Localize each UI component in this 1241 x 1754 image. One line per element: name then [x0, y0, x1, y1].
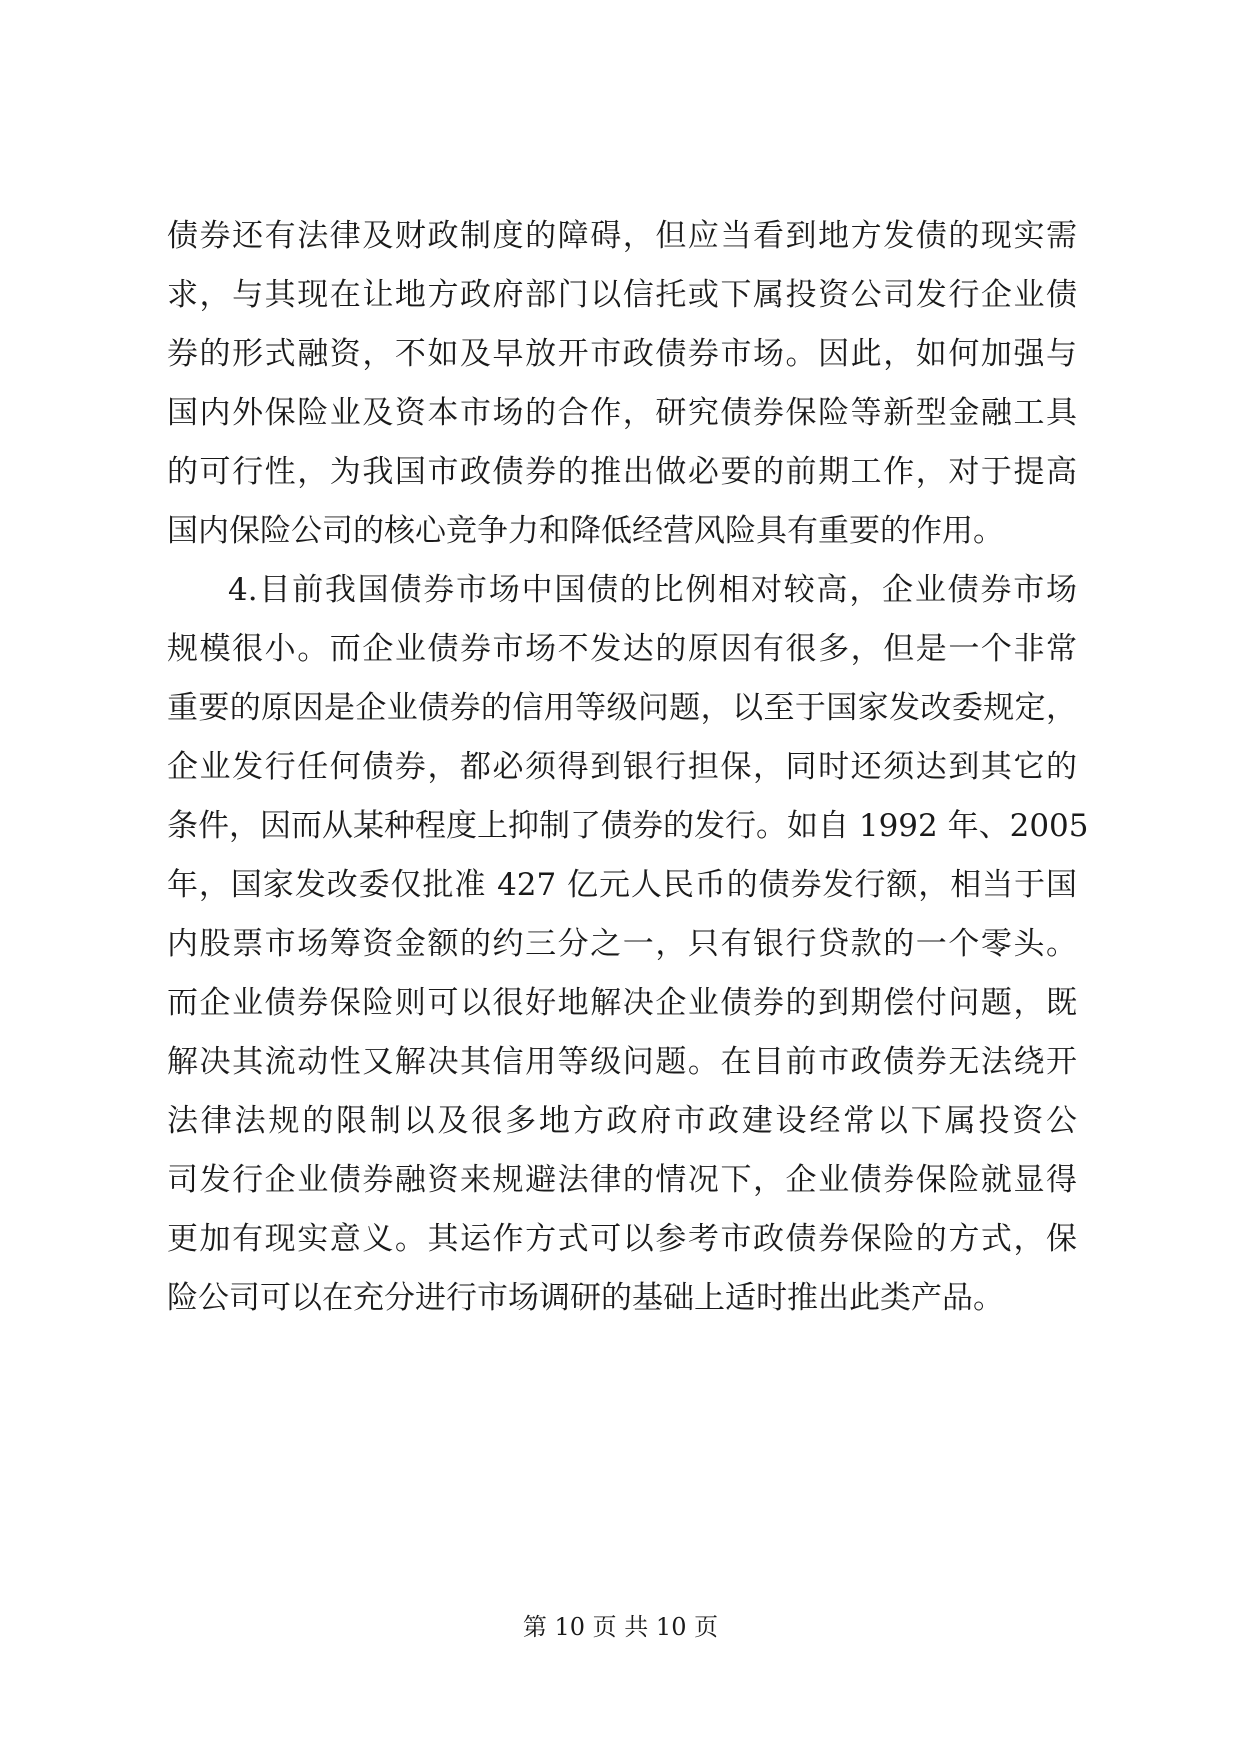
paragraph-line: 规模很小。而企业债券市场不发达的原因有很多，但是一个非常 — [167, 631, 1077, 667]
paragraph-line: 国内保险公司的核心竞争力和降低经营风险具有重要的作用。 — [167, 513, 1004, 549]
paragraph-line: 求，与其现在让地方政府部门以信托或下属投资公司发行企业债 — [167, 277, 1077, 313]
paragraph-line: 司发行企业债券融资来规避法律的情况下，企业债券保险就显得 — [167, 1162, 1077, 1198]
paragraph-line: 的可行性，为我国市政债券的推出做必要的前期工作，对于提高 — [167, 454, 1077, 490]
paragraph-line: 券的形式融资，不如及早放开市政债券市场。因此，如何加强与 — [167, 336, 1077, 372]
page-footer: 第 10 页 共 10 页 — [522, 1613, 719, 1641]
paragraph-line: 法律法规的限制以及很多地方政府市政建设经常以下属投资公 — [167, 1103, 1077, 1139]
paragraph-line: 重要的原因是企业债券的信用等级问题，以至于国家发改委规定， — [167, 690, 1077, 726]
paragraph-line: 内股票市场筹资金额的约三分之一，只有银行贷款的一个零头。 — [167, 926, 1077, 962]
paragraph-line: 更加有现实意义。其运作方式可以参考市政债券保险的方式，保 — [167, 1221, 1077, 1257]
paragraph-line: 国内外保险业及资本市场的合作，研究债券保险等新型金融工具 — [167, 395, 1077, 431]
paragraph-line: 而企业债券保险则可以很好地解决企业债券的到期偿付问题，既 — [167, 985, 1077, 1021]
paragraph-line: 年，国家发改委仅批准 427 亿元人民币的债券发行额，相当于国 — [167, 867, 1077, 903]
paragraph-line: 企业发行任何债券，都必须得到银行担保，同时还须达到其它的 — [167, 749, 1077, 785]
paragraph-line: 债券还有法律及财政制度的障碍，但应当看到地方发债的现实需 — [167, 218, 1077, 254]
paragraph-line: 条件，因而从某种程度上抑制了债券的发行。如自 1992 年、2005 — [167, 808, 1089, 844]
paragraph-line: 4.目前我国债券市场中国债的比例相对较高，企业债券市场 — [228, 572, 1077, 608]
paragraph-line: 解决其流动性又解决其信用等级问题。在目前市政债券无法绕开 — [167, 1044, 1077, 1080]
paragraph-line: 险公司可以在充分进行市场调研的基础上适时推出此类产品。 — [167, 1280, 1004, 1316]
